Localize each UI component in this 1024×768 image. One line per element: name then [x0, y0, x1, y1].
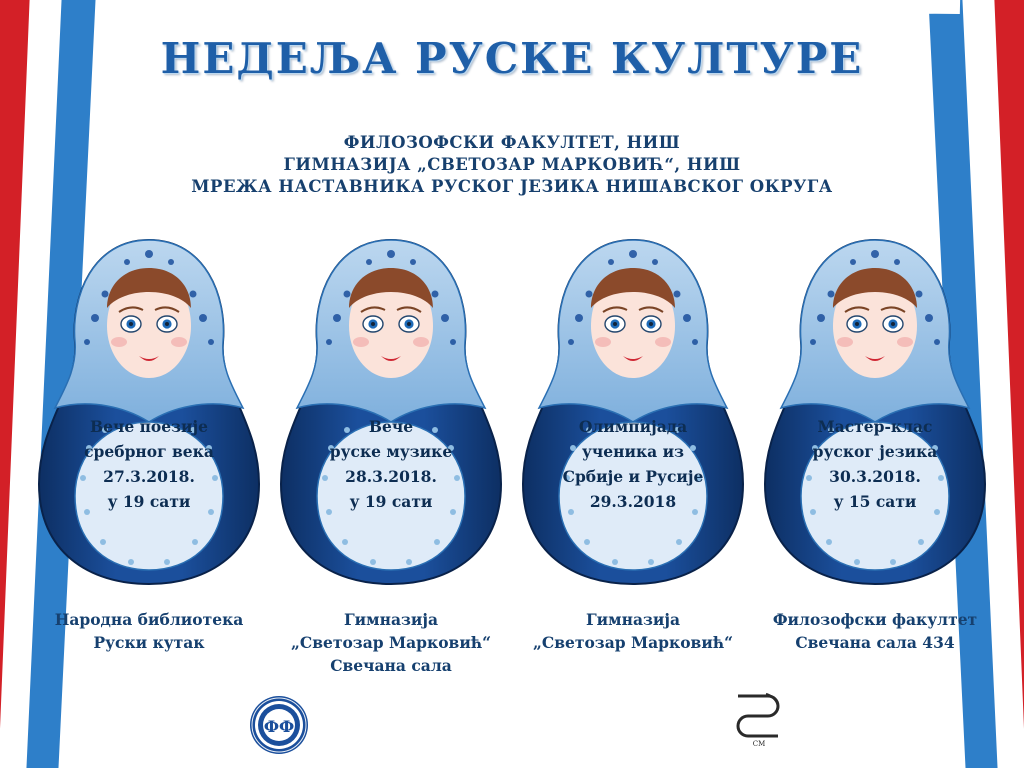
faculty-logo-text: ФФ	[263, 717, 295, 736]
venue-3-line-1: Гимназија	[585, 610, 681, 629]
faculty-of-philosophy-logo	[248, 694, 310, 756]
event-4-line-2: руског језика	[812, 442, 938, 461]
venue-1-line-1: Народна библиотека	[54, 610, 244, 629]
organizer-line-2: ГИМНАЗИЈА „СВЕТОЗАР МАРКОВИЋ“, НИШ	[283, 155, 741, 174]
event-4-line-3: 30.3.2018.	[829, 467, 921, 486]
venue-2-line-1: Гимназија	[343, 610, 439, 629]
event-2-line-2: руске музике	[329, 442, 453, 461]
venue-3	[515, 608, 751, 677]
event-1-line-4: у 19 сати	[107, 492, 191, 511]
matryoshka-doll-2	[273, 222, 509, 590]
matryoshka-icon	[515, 222, 751, 590]
event-1-line-3: 27.3.2018.	[103, 467, 195, 486]
event-1-line-2: сребрног века	[84, 442, 214, 461]
organizer-line-3: МРЕЖА НАСТАВНИКА РУСКОГ ЈЕЗИКА НИШАВСКОГ ОКРУГА	[191, 177, 833, 196]
matryoshka-doll-3	[515, 222, 751, 590]
venue-2-line-3: Свечана сала	[330, 656, 452, 675]
venue-4-line-2: Свечана сала 434	[795, 633, 955, 652]
matryoshka-doll-1	[31, 222, 267, 590]
matryoshka-row	[0, 222, 1024, 602]
event-1-line-1: Вече поезије	[90, 417, 208, 436]
organizer-line-1: ФИЛОЗОФСКИ ФАКУЛТЕТ, НИШ	[343, 133, 681, 152]
venue-1	[31, 608, 267, 677]
venue-row	[0, 608, 1024, 677]
page-title: НЕДЕЉА РУСКЕ КУЛТУРЕ	[160, 34, 864, 83]
matryoshka-icon	[757, 222, 993, 590]
venue-2	[273, 608, 509, 677]
event-2-line-1: Вече	[368, 417, 414, 436]
event-2-line-3: 28.3.2018.	[345, 467, 437, 486]
venue-4	[757, 608, 993, 677]
event-2-line-4: у 19 сати	[349, 492, 433, 511]
gymnasium-logo-text: СМ	[752, 740, 766, 748]
venue-1-line-2: Руски кутак	[93, 633, 205, 652]
event-4-line-1: Мастер-клас	[817, 417, 933, 436]
event-3-line-3: Србије и Русије	[562, 467, 704, 486]
matryoshka-icon	[31, 222, 267, 590]
matryoshka-icon	[273, 222, 509, 590]
venue-3-line-2: „Светозар Марковић“	[532, 633, 734, 652]
event-3-line-2: ученика из	[582, 442, 684, 461]
matryoshka-doll-4	[757, 222, 993, 590]
organizers-list	[0, 132, 1024, 198]
venue-4-line-1: Филозофски факултет	[772, 610, 978, 629]
gymnasium-logo	[728, 688, 790, 750]
event-3-line-4: 29.3.2018	[589, 492, 677, 511]
venue-2-line-2: „Светозар Марковић“	[290, 633, 492, 652]
event-3-line-1: Олимпијада	[578, 417, 688, 436]
event-4-line-4: у 15 сати	[833, 492, 917, 511]
